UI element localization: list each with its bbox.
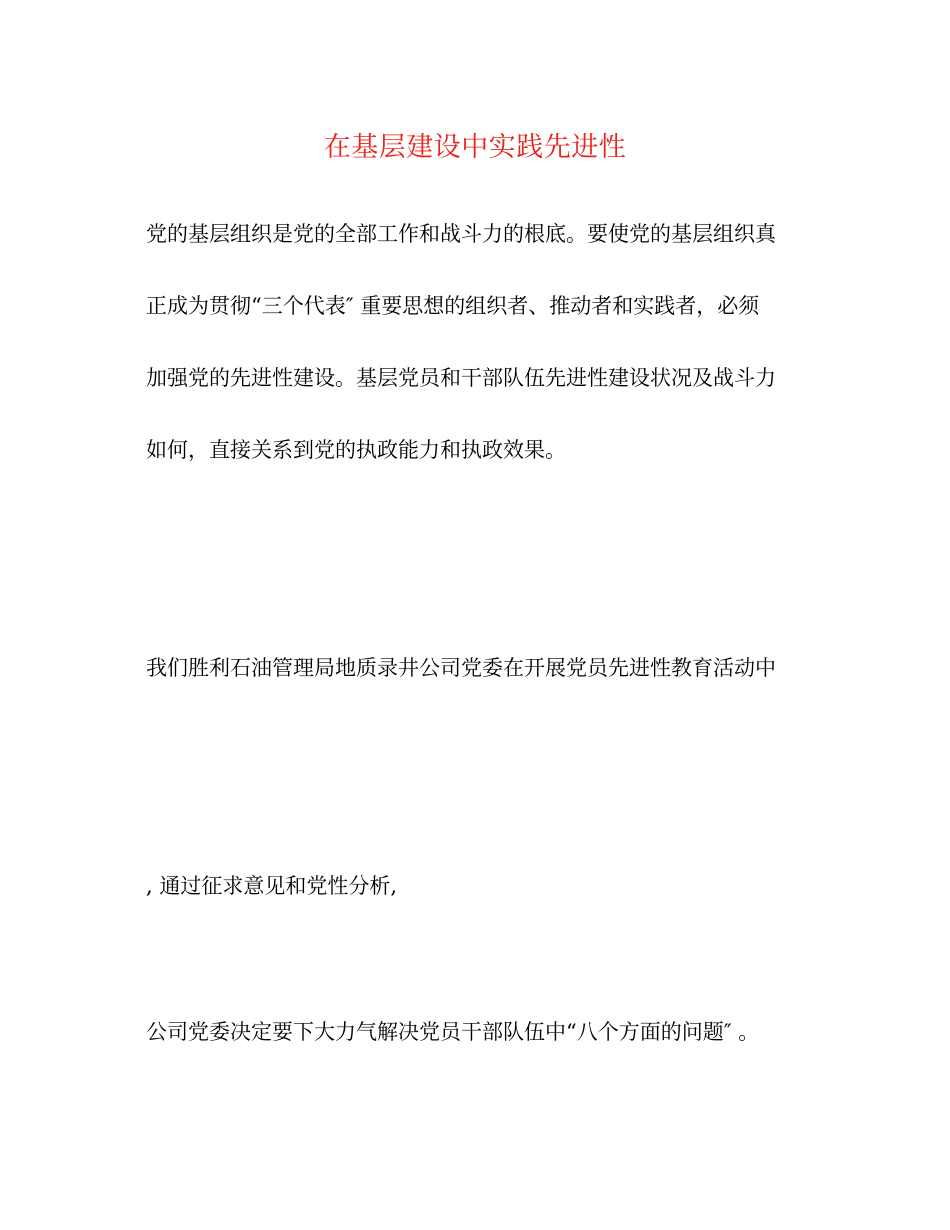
paragraph-line: 党的基层组织是党的全部工作和战斗力的根底。要使党的基层组织真 (146, 222, 776, 246)
paragraph-line: 加强党的先进性建设。基层党员和干部队伍先进性建设状况及战斗力 (146, 366, 776, 390)
paragraph-company-intro: 我们胜利石油管理局地质录井公司党委在开展党员先进性教育活动中 (146, 656, 776, 680)
paragraph-line: 正成为贯彻“三个代表″ 重要思想的组织者、推动者和实践者，必须 (146, 294, 760, 318)
paragraph-analysis: , 通过征求意见和党性分析, (146, 874, 398, 898)
document-title: 在基层建设中实践先进性 (323, 132, 627, 163)
paragraph-line: 如何，直接关系到党的执政能力和执政效果。 (146, 438, 566, 462)
paragraph-decision: 公司党委决定要下大力气解决党员干部队伍中“八个方面的问题″ 。 (146, 1020, 760, 1044)
paragraph-intro (146, 216, 806, 504)
